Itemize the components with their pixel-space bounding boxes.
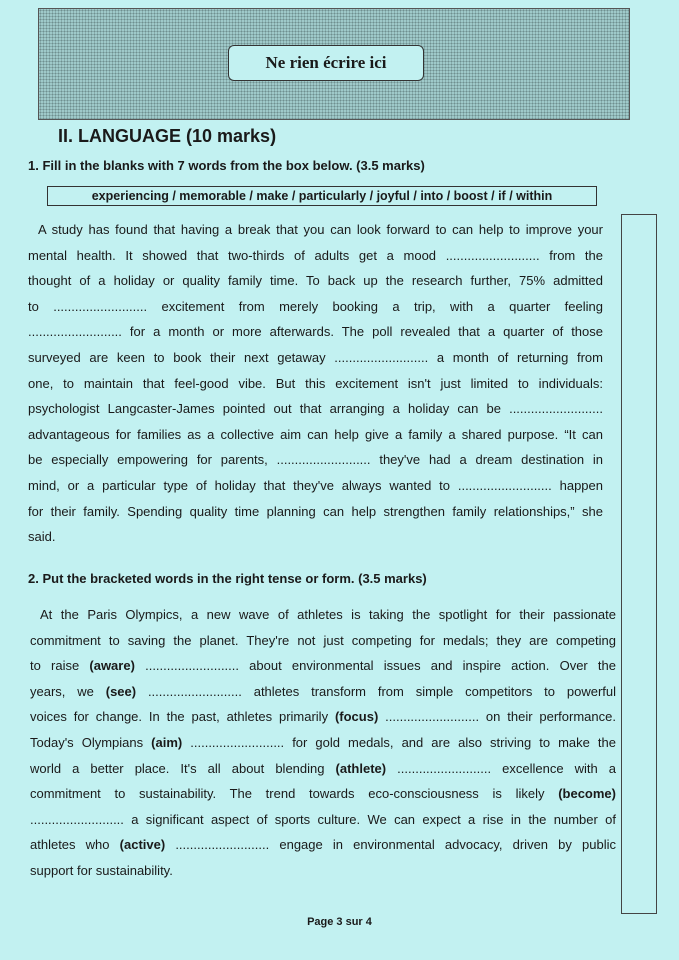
text-line: psychologist Langcaster-James pointed out that arranging a holiday can be .......................... — [28, 401, 603, 417]
question-1-title: 1. Fill in the blanks with 7 words from the box below. (3.5 marks) — [28, 158, 425, 173]
section-title: II. LANGUAGE (10 marks) — [58, 126, 277, 146]
text-line: Today's Olympians (aim) .......................... for gold medals, and are also striving to make the — [30, 734, 616, 750]
text-line: A study has found that having a break that you can look forward to can help to improve your — [38, 222, 603, 237]
page-number: Page 3 sur 4 — [307, 916, 372, 928]
text-line: mental health. It showed that two-thirds of adults get a mood .......................... from the — [28, 247, 603, 263]
margin-box — [621, 214, 657, 914]
text-line: said. — [28, 529, 56, 545]
text-line: commitment to saving the planet. They're not just competing for medals; they are competing — [30, 632, 616, 648]
text-line: mind, or a particular type of holiday that they've always wanted to .......................... happen — [28, 477, 603, 493]
text-line: surveyed are keen to book their next getaway .......................... a month of returning from — [28, 349, 603, 365]
question-1-text — [28, 217, 603, 550]
text-line: one, to maintain that feel-good vibe. But this excitement isn't just limited to individuals: — [28, 375, 603, 391]
question-2-title: 2. Put the bracketed words in the right tense or form. (3.5 marks) — [28, 571, 427, 586]
text-line: athletes who (active) .......................... engage in environmental advocacy, driven by public — [30, 837, 616, 853]
word-box: experiencing / memorable / make / particularly / joyful / into / boost / if / within — [47, 186, 597, 206]
text-line: to .......................... excitement from merely booking a trip, with a quarter feeling — [28, 298, 603, 314]
text-line: support for sustainability. — [30, 862, 173, 878]
question-2-text — [30, 602, 616, 884]
text-line: At the Paris Olympics, a new wave of athletes is taking the spotlight for their passionate — [40, 607, 616, 622]
text-line: world a better place. It's all about blending (athlete) .......................... excellence with a — [30, 760, 616, 776]
text-line: advantageous for families as a collective aim can help give a family a shared purpose. “It can — [28, 426, 603, 442]
text-line: .......................... for a month or more afterwards. The poll revealed that a quarter of those — [28, 324, 603, 340]
text-line: voices for change. In the past, athletes primarily (focus) .......................... on their performance. — [30, 709, 616, 725]
text-line: to raise (aware) .......................... about environmental issues and inspire action. Over the — [30, 658, 617, 674]
text-line: commitment to sustainability. The trend towards eco-consciousness is likely (become) — [30, 786, 616, 802]
text-line: years, we (see) .......................... athletes transform from simple competitors to powerful — [30, 683, 616, 699]
text-line: .......................... a significant aspect of sports culture. We can expect a rise in the number of — [30, 811, 616, 827]
text-line: thought of a holiday or quality family time. To back up the research further, 75% admitted — [28, 273, 603, 289]
text-line: for their family. Spending quality time planning can help strengthen family relationships,” she — [28, 503, 603, 519]
text-line: be especially empowering for parents, .......................... they've had a dream destination in — [28, 452, 603, 468]
do-not-write-label: Ne rien écrire ici — [228, 45, 424, 81]
